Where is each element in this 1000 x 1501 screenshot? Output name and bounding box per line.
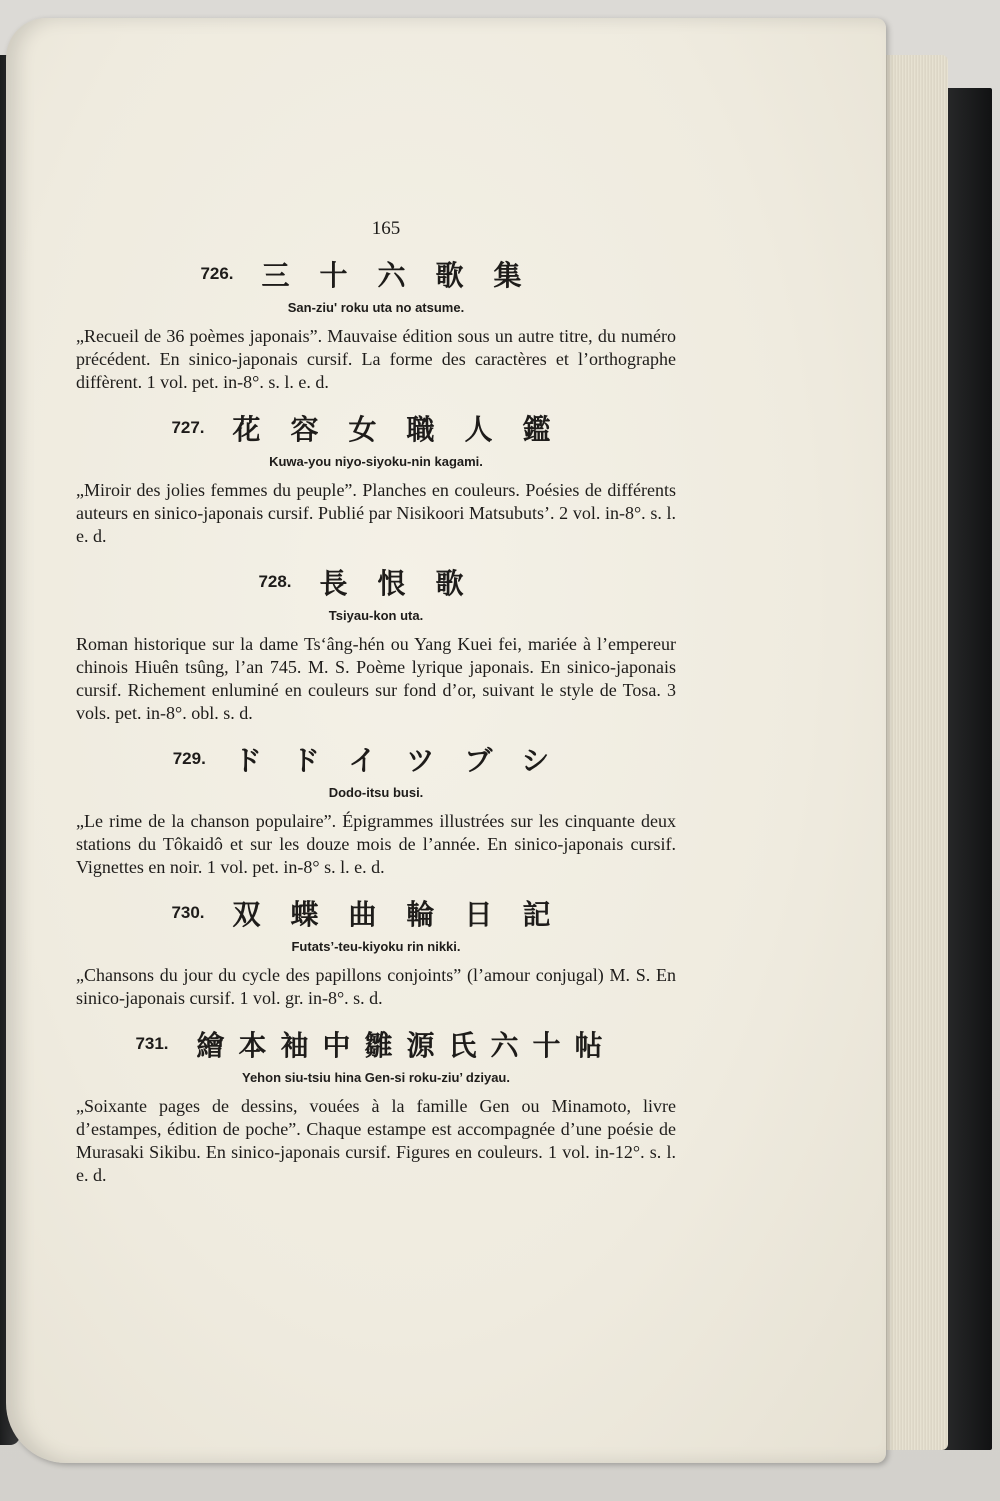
catalog-entry-727 xyxy=(76,408,676,548)
catalog-entry-730 xyxy=(76,893,676,1010)
page-edges xyxy=(876,55,948,1450)
entry-romanization: Kuwa-you niyo-siyoku-nin kagami. xyxy=(269,454,483,469)
entry-romanization: San-ziu' roku uta no atsume. xyxy=(287,300,465,315)
entry-title-japanese: 繪本袖中雛源氏六十帖 xyxy=(196,1029,617,1062)
entry-title-japanese: ドドイツブシ xyxy=(233,744,580,777)
entry-description: „Miroir des jolies femmes du peuple”. Planches en couleurs. Poésies de différents auteurs en sinico-japonais cursif. Publié par Nisikoori Matsubuts’. 2 vol. in-8°. s. l. e. d. xyxy=(76,480,676,546)
entry-description: „Soixante pages de dessins, vouées à la famille Gen ou Minamoto, livre d’estampes, édition de poche”. Chaque estampe est accompagnée d’une poésie de Murasaki Sikibu. En sinico-japonais cursif. Figures en couleurs. 1 vol. in-12°. s. l. e. d. xyxy=(76,1096,676,1185)
catalog-entry-728 xyxy=(76,562,676,725)
entry-title-japanese: 花容女職人鑑 xyxy=(232,413,581,446)
entry-number: 731. xyxy=(135,1034,169,1053)
entry-romanization: Futats’-teu-kiyoku rin nikki. xyxy=(291,939,461,954)
entry-heading xyxy=(76,562,676,602)
entry-heading xyxy=(76,893,676,933)
entry-number: 726. xyxy=(200,264,234,283)
entry-description: „Le rime de la chanson populaire”. Épigrammes illustrées sur les cinquante deux stations du Tôkaidô et sur les douze mois de l’année. En sinico-japonais cursif. Vignettes en noir. 1 vol. pet. in-8° s. l. e. d. xyxy=(76,811,676,877)
entry-heading xyxy=(76,739,676,779)
entry-description: Roman historique sur la dame Ts‘âng-hén ou Yang Kuei fei, mariée à l’empereur chinois Hiuên tsûng, l’an 745. M. S. Poème lyrique japonais. En sinico-japonais cursif. Richement enluminé en couleurs sur fond d’or, suivant le style de Tosa. 3 vols. pet. in-8°. obl. s. d. xyxy=(76,634,676,723)
entry-description: „Recueil de 36 poèmes japonais”. Mauvaise édition sous un autre titre, du numéro précédent. En sinico-japonais cursif. La forme des caractères et l’orthographe diffèrent. 1 vol. pet. in-8°. s. l. e. d. xyxy=(76,326,676,392)
entry-number: 729. xyxy=(172,749,206,768)
entry-heading xyxy=(76,254,676,294)
entry-heading xyxy=(76,1024,676,1064)
catalog-entry-731 xyxy=(76,1024,676,1187)
entry-title-japanese: 三十六歌集 xyxy=(261,259,552,292)
book-page xyxy=(6,18,886,1463)
catalog-entry-729 xyxy=(76,739,676,879)
entry-romanization: Dodo-itsu busi. xyxy=(328,785,424,800)
entry-romanization: Yehon siu-tsiu hina Gen-si roku-ziu’ dziyau. xyxy=(242,1070,510,1085)
page-number: 165 xyxy=(371,218,401,239)
page-content xyxy=(76,218,676,1201)
entry-heading xyxy=(76,408,676,448)
catalog-entry-726 xyxy=(76,254,676,394)
entry-romanization: Tsiyau-kon uta. xyxy=(328,608,424,623)
entry-number: 727. xyxy=(171,418,205,437)
entry-number: 730. xyxy=(171,903,205,922)
entry-title-japanese: 双蝶曲輪日記 xyxy=(232,898,581,931)
entry-title-japanese: 長恨歌 xyxy=(319,567,494,600)
entry-number: 728. xyxy=(258,572,292,591)
entry-description: „Chansons du jour du cycle des papillons conjoints” (l’amour conjugal) M. S. En sinico-japonais cursif. 1 vol. gr. in-8°. s. d. xyxy=(76,965,676,1008)
